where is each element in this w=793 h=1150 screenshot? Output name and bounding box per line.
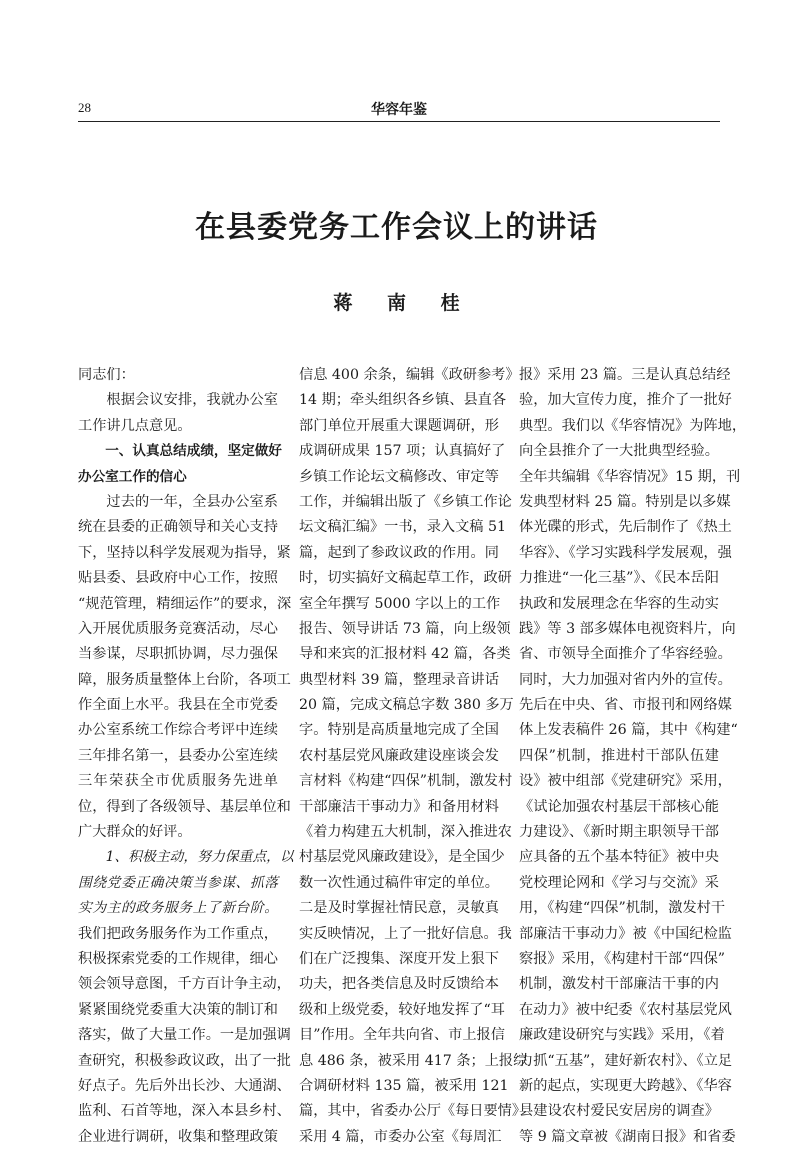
text-line: 典型。我们以《华容情况》为阵地， — [519, 417, 747, 434]
text-line: 查研究，积极参政议政，出了一批 — [78, 1052, 291, 1069]
text-line: 坛文稿汇编》一书，录入文稿 51 — [299, 519, 507, 536]
text-column-3 — [519, 363, 747, 1150]
text-line: 紧紧围绕党委重大决策的制订和 — [78, 1001, 278, 1018]
text-line: 报》采用 23 篇。三是认真总结经 — [519, 367, 731, 383]
text-line: 当参谋，尽职抓协调，尽力强保 — [78, 646, 278, 663]
text-line: 工作，并编辑出版了《乡镇工作论 — [299, 493, 512, 510]
text-line: 入开展优质服务竞赛活动，尽心 — [78, 620, 278, 637]
subheading-line: 实为主的政务服务上了新台阶。 — [78, 900, 278, 917]
text-line: 执政和发展理念在华容的生动实 — [519, 595, 719, 612]
text-line: 部门单位开展重大课题调研，形 — [299, 417, 499, 434]
text-line: 华容》、《学习实践科学发展观，强 — [519, 544, 732, 561]
text-line: 实反映情况，上了一批好信息。我 — [299, 925, 512, 942]
section-heading: 一、认真总结成绩，坚定做好 — [105, 443, 282, 460]
text-line: 时，切实搞好文稿起草工作，政研 — [299, 570, 512, 587]
text-line: 我们把政务服务作为工作重点， — [78, 925, 278, 942]
text-line: 报告、领导讲话 73 篇，向上级领 — [299, 620, 511, 637]
text-line: 力建设》、《新时期主职领导干部 — [519, 824, 719, 841]
text-line: 20 篇，完成文稿总字数 380 多万 — [299, 697, 514, 714]
text-line: 同时，大力加强对省内外的宣传。 — [519, 671, 732, 688]
text-line: 力推进“一化三基”》、《民本岳阳 — [519, 570, 719, 587]
text-line: 领会领导意图，千方百计争主动， — [78, 976, 291, 993]
text-line: 贴县委、县政府中心工作，按照 — [78, 570, 278, 587]
text-line: 廉政建设研究与实践》采用，《着 — [519, 1027, 725, 1044]
text-line: 力抓“五基”，建好新农村》、《立足 — [519, 1052, 733, 1069]
subheading-line: 1、积极主动，努力保重点，以 — [105, 849, 294, 866]
text-line: 障，服务质量整体上台阶，各项工 — [78, 671, 291, 688]
text-line: 县建设农村爱民安居房的调查》 — [519, 1103, 719, 1120]
article-author: 蒋 南 桂 — [333, 292, 474, 314]
subheading-line: 围绕党委正确决策当参谋、抓落 — [78, 874, 278, 891]
text-line: 验，加大宣传力度，推介了一批好 — [519, 392, 732, 409]
page-number: 28 — [78, 100, 91, 115]
text-line: 设》被中组部《党建研究》采用， — [519, 773, 732, 790]
text-line: 在动力》被中纪委《农村基层党风 — [519, 1001, 732, 1018]
text-line: 察报》采用，《构建村干部“四保” — [519, 950, 726, 967]
text-line: 村基层党风廉政建设》，是全国少 — [299, 849, 505, 866]
text-line: 作全面上水平。我县在全市党委 — [78, 697, 278, 714]
text-line: 言材料《构建“四保”机制，激发村 — [299, 773, 513, 790]
text-line: 篇，其中，省委办公厅《每日要情》 — [299, 1103, 527, 1120]
text-line: 位，得到了各级领导、基层单位和 — [78, 798, 291, 815]
text-line: 农村基层党风廉政建设座谈会发 — [299, 747, 499, 764]
text-line: 室全年撰写 5000 字以上的工作 — [299, 595, 501, 612]
text-line: 同志们： — [78, 367, 135, 383]
text-line: 企业进行调研，收集和整理政策 — [78, 1128, 278, 1145]
text-line: 党校理论网和《学习与交流》采 — [519, 874, 719, 891]
text-line: 《试论加强农村基层干部核心能 — [519, 798, 719, 815]
text-line: 全年共编辑《华容情况》15 期，刊 — [519, 468, 741, 485]
text-line: 用，《构建“四保”机制，激发村干 — [519, 900, 726, 917]
text-line: 践》等 3 部多媒体电视资料片，向 — [519, 620, 736, 637]
text-line: 监利、石首等地，深入本县乡村、 — [78, 1103, 291, 1120]
text-line: 息 486 条，被采用 417 条；上报综 — [299, 1052, 528, 1069]
text-line: 办公室系统工作综合考评中连续 — [78, 722, 278, 739]
text-line: 新的起点，实现更大跨越》、《华容 — [519, 1077, 732, 1094]
text-line: 等 9 篇文章被《湖南日报》和省委 — [519, 1128, 736, 1145]
text-line: 根据会议安排，我就办公室 — [106, 392, 278, 409]
text-line: 14 期；牵头组织各乡镇、县直各 — [299, 392, 507, 409]
text-line: “规范管理，精细运作”的要求，深 — [78, 595, 292, 612]
running-title: 华容年鉴 — [371, 102, 427, 118]
article-title: 在县委党务工作会议上的讲话 — [195, 210, 598, 245]
text-line: 落实，做了大量工作。一是加强调 — [78, 1027, 291, 1044]
text-line: 《着力构建五大机制，深入推进农 — [299, 824, 512, 841]
text-line: 应具备的五个基本特征》被中央 — [519, 849, 719, 866]
text-line: 广大群众的好评。 — [78, 824, 192, 841]
text-line: 四保”机制，推进村干部队伍建 — [519, 747, 719, 764]
text-line: 体上发表稿件 26 篇，其中《构建“ — [519, 722, 738, 739]
text-line: 发典型材料 25 篇。特别是以多媒 — [519, 493, 731, 510]
text-line: 数一次性通过稿件审定的单位。 — [299, 874, 499, 891]
text-line: 下，坚持以科学发展观为指导，紧 — [78, 544, 291, 561]
text-line: 统在县委的正确领导和关心支持 — [78, 519, 278, 536]
text-line: 积极探索党委的工作规律，细心 — [78, 950, 278, 967]
text-line: 部廉洁干事动力》被《中国纪检监 — [519, 925, 732, 942]
text-line: 好点子。先后外出长沙、大通湖、 — [78, 1077, 291, 1094]
text-line: 体光碟的形式，先后制作了《热土 — [519, 519, 732, 536]
text-line: 工作讲几点意见。 — [78, 417, 192, 434]
text-line: 采用 4 篇，市委办公室《每周汇 — [299, 1128, 502, 1145]
text-line: 过去的一年，全县办公室系 — [106, 493, 278, 510]
text-line: 成调研成果 157 项；认真搞好了 — [299, 443, 506, 460]
text-line: 目”作用。全年共向省、市上报信 — [299, 1027, 505, 1044]
text-line: 乡镇工作论坛文稿修改、审定等 — [299, 468, 499, 485]
text-line: 向全县推介了一大批典型经验。 — [519, 443, 719, 460]
text-line: 省、市领导全面推介了华容经验。 — [519, 646, 732, 663]
section-heading: 办公室工作的信心 — [78, 468, 187, 485]
text-column-2 — [299, 363, 528, 1150]
text-line: 先后在中央、省、市报刊和网络媒 — [519, 697, 732, 714]
text-line: 字。特别是高质量地完成了全国 — [299, 722, 499, 739]
header-rule — [78, 121, 720, 122]
text-line: 功夫，把各类信息及时反馈给本 — [299, 976, 499, 993]
text-line: 级和上级党委，较好地发挥了“耳 — [299, 1001, 505, 1018]
text-line: 合调研材料 135 篇，被采用 121 — [299, 1077, 509, 1094]
text-line: 信息 400 余条，编辑《政研参考》 — [299, 367, 520, 383]
page-header — [78, 100, 720, 122]
text-line: 典型材料 39 篇，整理录音讲话 — [299, 671, 499, 688]
text-column-1 — [78, 363, 294, 1150]
text-line: 机制，激发村干部廉洁干事的内 — [519, 976, 719, 993]
text-line: 三年排名第一，县委办公室连续 — [78, 747, 278, 764]
text-line: 干部廉洁干事动力》和备用材料 — [299, 798, 499, 815]
text-line: 二是及时掌握社情民意，灵敏真 — [299, 900, 499, 917]
text-line: 们在广泛搜集、深度开发上狠下 — [299, 950, 499, 967]
text-line: 篇，起到了参政议政的作用。同 — [299, 544, 499, 561]
text-line: 三年荣获全市优质服务先进单 — [78, 773, 278, 790]
text-line: 导和来宾的汇报材料 42 篇，各类 — [299, 646, 511, 663]
